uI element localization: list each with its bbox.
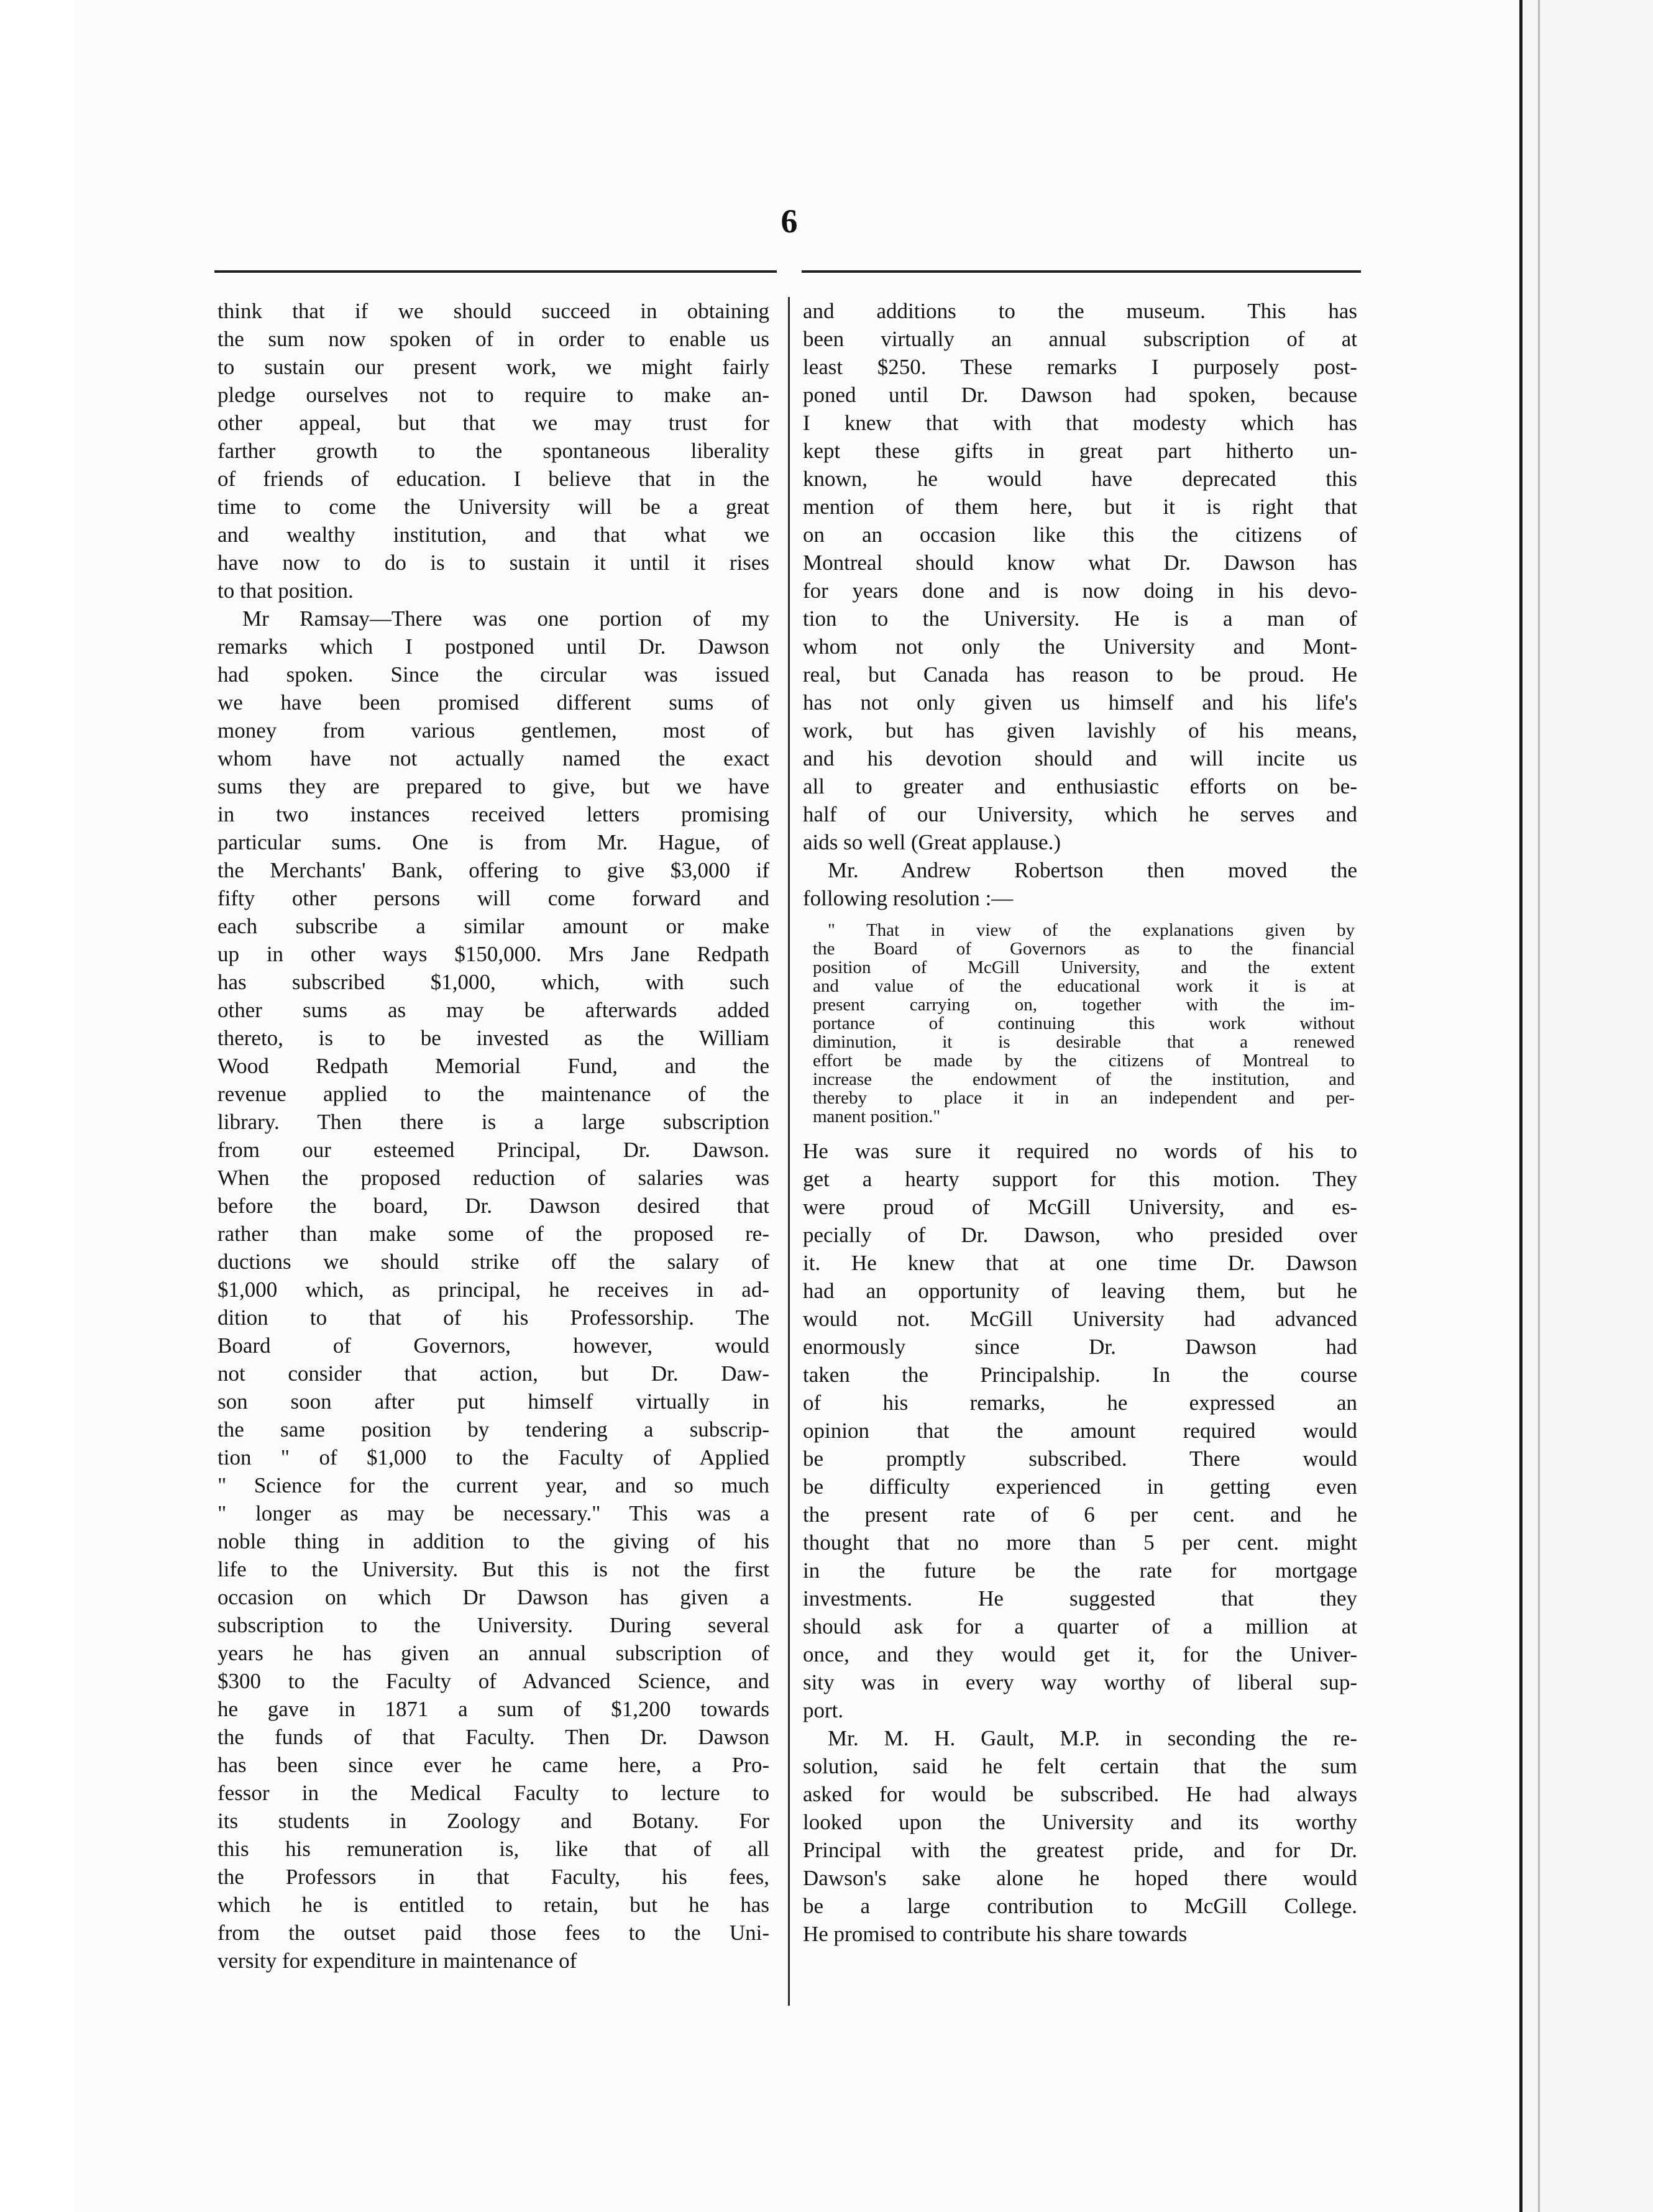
text-line: has been since ever he came here, a Pro- <box>218 1753 769 1777</box>
text-line: pecially of Dr. Dawson, who presided over <box>803 1223 1357 1247</box>
text-line: be promptly subscribed. There would <box>803 1446 1357 1471</box>
text-line: think that if we should succeed in obtaining <box>218 299 769 323</box>
text-line: looked upon the University and its worthy <box>803 1810 1357 1834</box>
header-rule-left <box>214 270 777 273</box>
text-line: were proud of McGill University, and es- <box>803 1195 1357 1219</box>
text-line: have now to do is to sustain it until it rises <box>218 551 769 575</box>
text-line: of his remarks, he expressed an <box>803 1391 1357 1415</box>
text-line: has subscribed $1,000, which, with such <box>218 970 769 994</box>
text-line: Wood Redpath Memorial Fund, and the <box>218 1054 769 1078</box>
text-line: has not only given us himself and his life's <box>803 690 1357 715</box>
text-line: Board of Governors, however, would <box>218 1333 769 1358</box>
text-line: Mr Ramsay—There was one portion of my <box>242 606 769 631</box>
text-line: ductions we should strike off the salary of <box>218 1250 769 1274</box>
text-line: " Science for the current year, and so much <box>218 1473 769 1497</box>
text-line: whom not only the University and Mont- <box>803 634 1357 659</box>
adjacent-page-margin <box>1522 0 1653 2212</box>
text-line: from the outset paid those fees to the Uni- <box>218 1921 769 1945</box>
text-line: known, he would have deprecated this <box>803 467 1357 491</box>
header-rule-right <box>802 270 1361 273</box>
text-line: following resolution :— <box>803 886 1014 910</box>
text-line: kept these gifts in great part hitherto un- <box>803 439 1357 463</box>
text-line: before the board, Dr. Dawson desired that <box>218 1194 769 1218</box>
text-line: Dawson's sake alone he hoped there would <box>803 1866 1357 1890</box>
text-line: Mr. M. H. Gault, M.P. in seconding the re- <box>828 1726 1357 1750</box>
text-line: " longer as may be necessary." This was a <box>218 1501 769 1525</box>
text-line: He was sure it required no words of his to <box>803 1139 1357 1163</box>
text-line: fessor in the Medical Faculty to lecture to <box>218 1781 769 1805</box>
text-line: sity was in every way worthy of liberal sup- <box>803 1670 1357 1694</box>
text-line: dition to that of his Professorship. The <box>218 1305 769 1330</box>
resolution-line: manent position." <box>813 1107 941 1126</box>
text-line: the Professors in that Faculty, his fees, <box>218 1865 769 1889</box>
text-line: for years done and is now doing in his devo- <box>803 578 1357 603</box>
text-line: thought that no more than 5 per cent. might <box>803 1530 1357 1555</box>
text-line: tion " of $1,000 to the Faculty of Applied <box>218 1445 769 1469</box>
text-line: fifty other persons will come forward and <box>218 886 769 910</box>
resolution-line: thereby to place it in an independent and per- <box>813 1089 1355 1107</box>
text-line: subscription to the University. During several <box>218 1613 769 1637</box>
text-line: solution, said he felt certain that the sum <box>803 1754 1357 1778</box>
text-line: son soon after put himself virtually in <box>218 1389 769 1414</box>
text-line: least $250. These remarks I purposely post- <box>803 355 1357 379</box>
text-line: remarks which I postponed until Dr. Dawson <box>218 634 769 659</box>
text-line: money from various gentlemen, most of <box>218 718 769 743</box>
page-edge <box>1538 0 1540 2212</box>
text-line: all to greater and enthusiastic efforts on be- <box>803 774 1357 798</box>
resolution-line: diminution, it is desirable that a renewed <box>813 1033 1355 1051</box>
text-line: the sum now spoken of in order to enable us <box>218 327 769 351</box>
column-divider <box>788 297 790 2006</box>
text-line: we have been promised different sums of <box>218 690 769 715</box>
text-line: noble thing in addition to the giving of his <box>218 1529 769 1553</box>
text-line: asked for would be subscribed. He had always <box>803 1782 1357 1806</box>
text-line: $1,000 which, as principal, he receives in ad- <box>218 1277 769 1302</box>
text-line: should ask for a quarter of a million at <box>803 1614 1357 1638</box>
text-line: He promised to contribute his share towards <box>803 1922 1188 1946</box>
text-line: it. He knew that at one time Dr. Dawson <box>803 1251 1357 1275</box>
resolution-line: present carrying on, together with the im- <box>813 995 1355 1014</box>
text-line: opinion that the amount required would <box>803 1419 1357 1443</box>
text-line: aids so well (Great applause.) <box>803 830 1061 854</box>
text-line: mention of them here, but it is right that <box>803 495 1357 519</box>
text-line: up in other ways $150,000. Mrs Jane Redpath <box>218 942 769 966</box>
text-line: get a hearty support for this motion. They <box>803 1167 1357 1191</box>
text-line: years he has given an annual subscription of <box>218 1641 769 1665</box>
text-line: this his remuneration is, like that of all <box>218 1837 769 1861</box>
text-line: each subscribe a similar amount or make <box>218 914 769 938</box>
text-line: on an occasion like this the citizens of <box>803 523 1357 547</box>
text-line: had spoken. Since the circular was issued <box>218 662 769 687</box>
text-line: had an opportunity of leaving them, but he <box>803 1279 1357 1303</box>
text-line: would not. McGill University had advanced <box>803 1307 1357 1331</box>
text-line: Montreal should know what Dr. Dawson has <box>803 551 1357 575</box>
text-line: When the proposed reduction of salaries was <box>218 1166 769 1190</box>
text-line: tion to the University. He is a man of <box>803 606 1357 631</box>
page-number: 6 <box>781 203 798 240</box>
text-line: from our esteemed Principal, Dr. Dawson. <box>218 1138 769 1162</box>
text-line: occasion on which Dr Dawson has given a <box>218 1585 769 1609</box>
text-line: library. Then there is a large subscription <box>218 1110 769 1134</box>
text-line: taken the Principalship. In the course <box>803 1363 1357 1387</box>
text-line: the funds of that Faculty. Then Dr. Dawson <box>218 1725 769 1749</box>
resolution-line: and value of the educational work it is at <box>813 977 1355 995</box>
resolution-line: " That in view of the explanations given by <box>828 921 1355 939</box>
text-line: sums they are prepared to give, but we have <box>218 774 769 798</box>
text-line: the present rate of 6 per cent. and he <box>803 1502 1357 1527</box>
text-line: time to come the University will be a great <box>218 495 769 519</box>
text-line: of friends of education. I believe that in the <box>218 467 769 491</box>
resolution-line: position of McGill University, and the extent <box>813 958 1355 977</box>
text-line: real, but Canada has reason to be proud. He <box>803 662 1357 687</box>
text-line: thereto, is to be invested as the William <box>218 1026 769 1050</box>
text-line: and his devotion should and will incite us <box>803 746 1357 770</box>
text-line: to that position. <box>218 578 354 603</box>
text-line: been virtually an annual subscription of at <box>803 327 1357 351</box>
text-line: once, and they would get it, for the Univer- <box>803 1642 1357 1666</box>
text-line: versity for expenditure in maintenance of <box>218 1949 577 1973</box>
text-line: $300 to the Faculty of Advanced Science, and <box>218 1669 769 1693</box>
text-line: in two instances received letters promising <box>218 802 769 826</box>
text-line: I knew that with that modesty which has <box>803 411 1357 435</box>
text-line: rather than make some of the proposed re- <box>218 1222 769 1246</box>
text-line: Principal with the greatest pride, and for Dr. <box>803 1838 1357 1862</box>
text-line: other appeal, but that we may trust for <box>218 411 769 435</box>
text-line: and additions to the museum. This has <box>803 299 1357 323</box>
right-column-text-before <box>803 297 1357 912</box>
text-line: Mr. Andrew Robertson then moved the <box>828 858 1357 882</box>
text-line: port. <box>803 1698 844 1722</box>
text-line: particular sums. One is from Mr. Hague, of <box>218 830 769 854</box>
resolution-line: effort be made by the citizens of Montreal to <box>813 1051 1355 1070</box>
text-line: which he is entitled to retain, but he has <box>218 1893 769 1917</box>
text-line: investments. He suggested that they <box>803 1586 1357 1611</box>
left-column <box>218 297 769 1975</box>
text-line: be a large contribution to McGill College. <box>803 1894 1357 1918</box>
text-line: he gave in 1871 a sum of $1,200 towards <box>218 1697 769 1721</box>
text-line: half of our University, which he serves and <box>803 802 1357 826</box>
text-line: to sustain our present work, we might fairly <box>218 355 769 379</box>
right-column-text-after <box>803 1137 1357 1948</box>
resolution-quote <box>803 921 1357 1126</box>
text-line: enormously since Dr. Dawson had <box>803 1335 1357 1359</box>
right-column <box>803 297 1357 1948</box>
text-line: pledge ourselves not to require to make an- <box>218 383 769 407</box>
text-line: whom have not actually named the exact <box>218 746 769 770</box>
text-line: the same position by tendering a subscrip- <box>218 1417 769 1442</box>
text-line: life to the University. But this is not the first <box>218 1557 769 1581</box>
resolution-line: portance of continuing this work without <box>813 1014 1355 1033</box>
text-line: and wealthy institution, and that what we <box>218 523 769 547</box>
resolution-line: the Board of Governors as to the financial <box>813 939 1355 958</box>
text-line: in the future be the rate for mortgage <box>803 1558 1357 1583</box>
text-line: other sums as may be afterwards added <box>218 998 769 1022</box>
text-line: be difficulty experienced in getting even <box>803 1474 1357 1499</box>
text-line: the Merchants' Bank, offering to give $3,000 if <box>218 858 769 882</box>
resolution-line: increase the endowment of the institution, and <box>813 1070 1355 1089</box>
text-line: farther growth to the spontaneous liberality <box>218 439 769 463</box>
text-line: work, but has given lavishly of his means, <box>803 718 1357 743</box>
text-line: its students in Zoology and Botany. For <box>218 1809 769 1833</box>
text-line: revenue applied to the maintenance of the <box>218 1082 769 1106</box>
text-line: poned until Dr. Dawson had spoken, because <box>803 383 1357 407</box>
text-line: not consider that action, but Dr. Daw- <box>218 1361 769 1386</box>
